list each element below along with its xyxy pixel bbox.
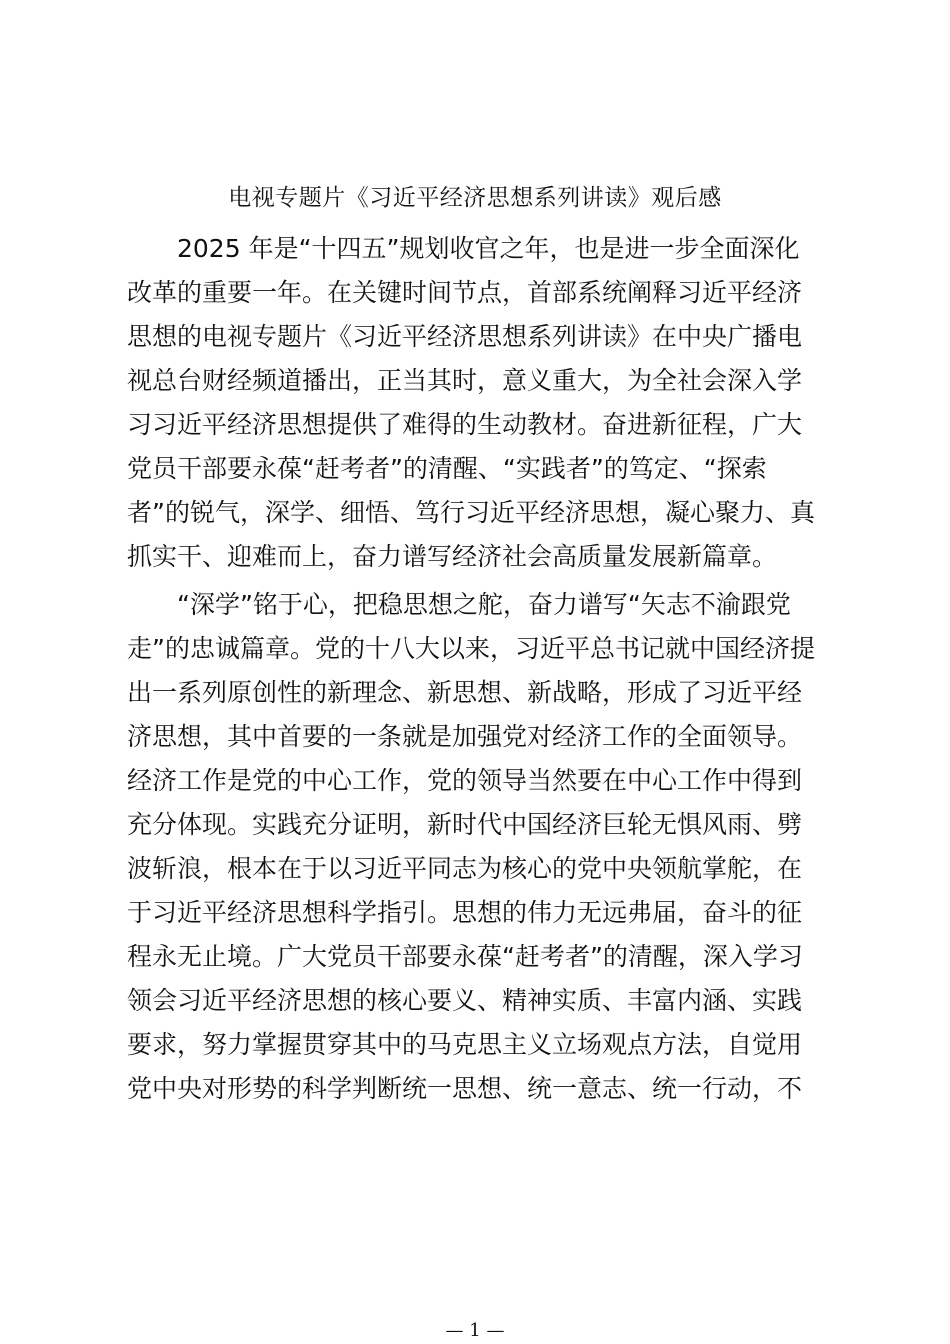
body-text-line: “深学”铭于心，把稳思想之舵，奋力谱写“矢志不渝跟党 (127, 590, 791, 619)
body-text-line: 要求，努力掌握贯穿其中的马克思主义立场观点方法，自觉用 (127, 1030, 803, 1059)
body-text-line: 于习近平经济思想科学指引。思想的伟力无远弗届，奋斗的征 (127, 898, 803, 927)
body-text-line: 抓实干、迎难而上，奋力谱写经济社会高质量发展新篇章。 (127, 542, 778, 571)
body-text-line: 济思想，其中首要的一条就是加强党对经济工作的全面领导。 (127, 722, 803, 751)
body-text-line: 改革的重要一年。在关键时间节点，首部系统阐释习近平经济 (127, 278, 803, 307)
body-text-line: 领会习近平经济思想的核心要义、精神实质、丰富内涵、实践 (127, 986, 803, 1015)
body-text-line: 充分体现。实践充分证明，新时代中国经济巨轮无惧风雨、劈 (127, 810, 803, 839)
body-text-line: 党中央对形势的科学判断统一思想、统一意志、统一行动，不 (127, 1074, 803, 1103)
body-text-line: 走”的忠诚篇章。党的十八大以来，习近平总书记就中国经济提 (127, 634, 815, 663)
body-text-line: 习习近平经济思想提供了难得的生动教材。奋进新征程，广大 (127, 410, 803, 439)
body-text-line: 党员干部要永葆“赶考者”的清醒、“实践者”的笃定、“探索 (127, 454, 767, 483)
body-text-line: 经济工作是党的中心工作，党的领导当然要在中心工作中得到 (127, 766, 803, 795)
body-text-line: 视总台财经频道播出，正当其时，意义重大，为全社会深入学 (127, 366, 803, 395)
body-text-line: 者”的锐气，深学、细悟、笃行习近平经济思想，凝心聚力、真 (127, 498, 815, 527)
page-number: — 1 — (445, 1320, 505, 1341)
body-text-line: 出一系列原创性的新理念、新思想、新战略，形成了习近平经 (127, 678, 803, 707)
body-text-line: 2025 年是“十四五”规划收官之年，也是进一步全面深化 (127, 234, 800, 263)
body-text-line: 波斩浪，根本在于以习近平同志为核心的党中央领航掌舵，在 (127, 854, 803, 883)
body-text-line: 思想的电视专题片《习近平经济思想系列讲读》在中央广播电 (127, 322, 803, 351)
body-text-line: 程永无止境。广大党员干部要永葆“赶考者”的清醒，深入学习 (127, 942, 803, 971)
document-title: 电视专题片《习近平经济思想系列讲读》观后感 (228, 185, 722, 211)
